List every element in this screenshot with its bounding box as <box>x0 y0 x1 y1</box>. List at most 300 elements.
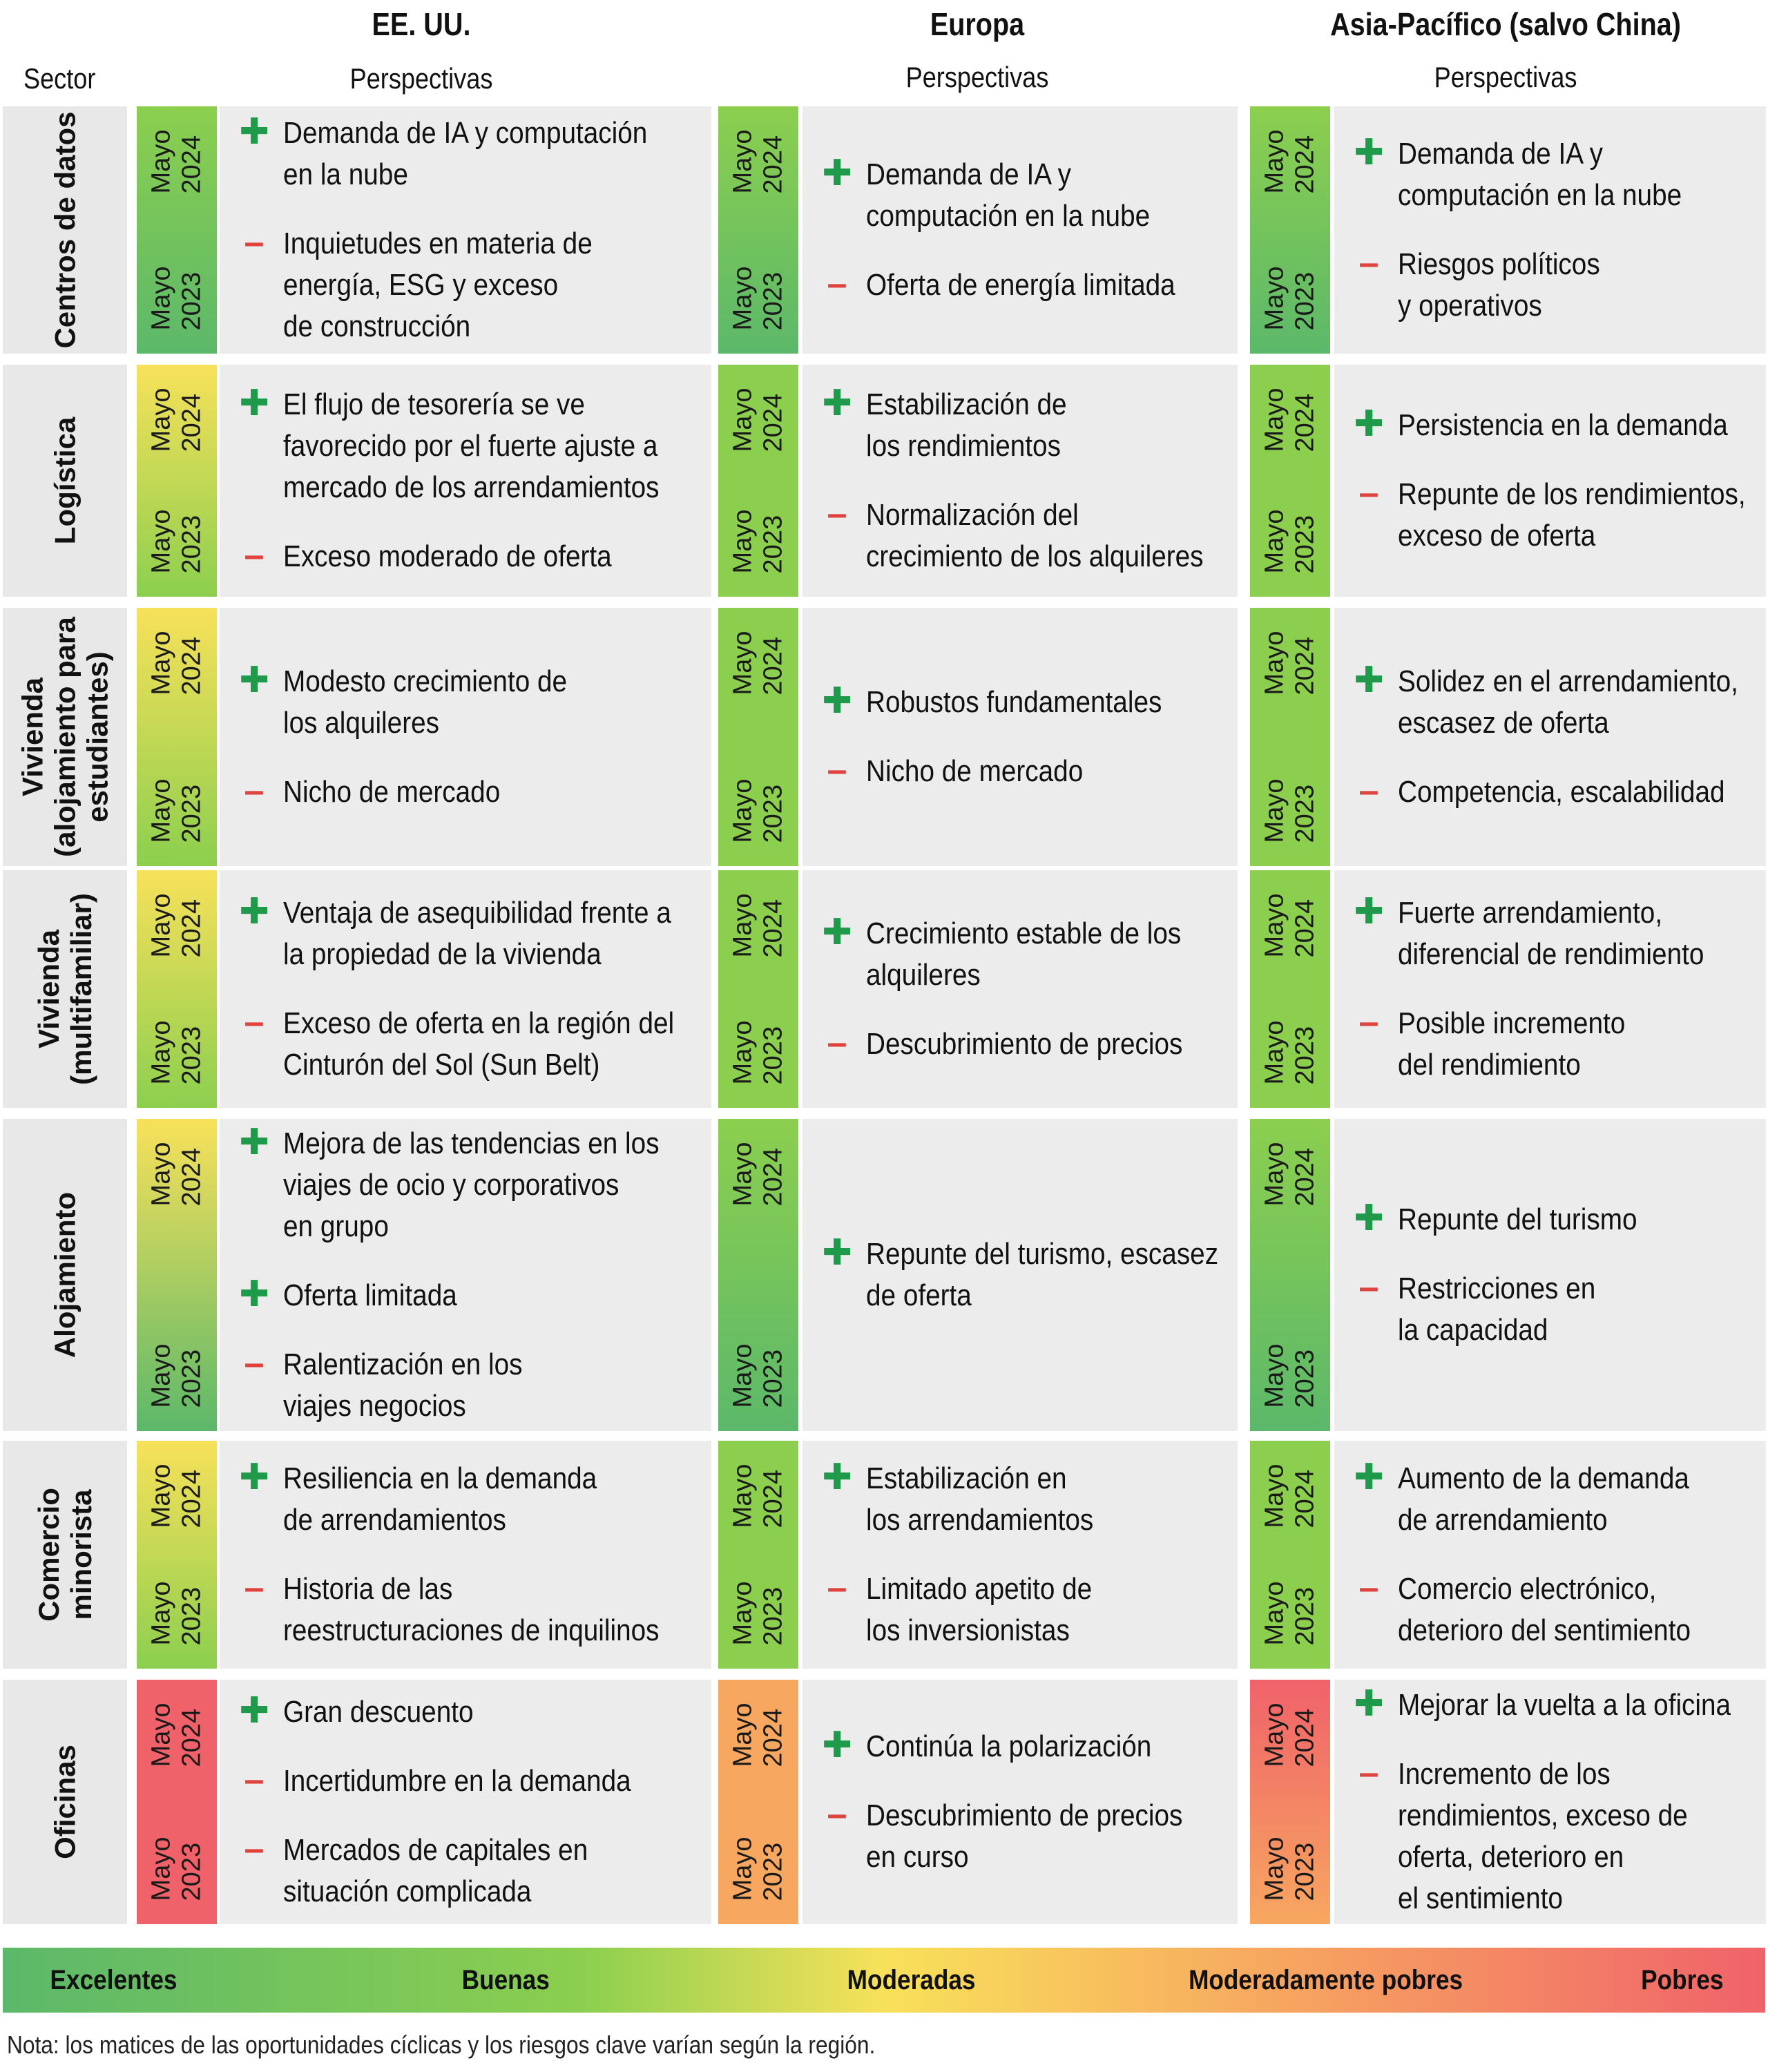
item-text-line: Restricciones en <box>1398 1272 1596 1305</box>
opportunity-item <box>1334 1685 1766 1726</box>
item-text-line: Aumento de la demanda <box>1398 1461 1689 1495</box>
outlook-cell <box>220 1680 711 1924</box>
bar-label-line: Mayo <box>728 1142 758 1207</box>
sector-cell <box>3 608 127 866</box>
bar-year-label-top <box>718 93 798 231</box>
opportunity-item <box>803 1726 1238 1767</box>
bar-label-line: Mayo <box>728 129 758 194</box>
item-text-line: Repunte del turismo, escasez <box>866 1237 1219 1271</box>
minus-icon: – <box>244 1002 265 1042</box>
bar-label-line: Mayo <box>1260 129 1289 194</box>
bar-label-line: Mayo <box>1260 631 1289 696</box>
bar-label-line: 2023 <box>758 271 787 331</box>
opportunity-item <box>803 913 1238 996</box>
minus-icon: – <box>1358 1002 1379 1042</box>
plus-icon: ✚ <box>239 660 269 700</box>
opportunity-item <box>220 384 711 508</box>
item-text-line: deterioro del sentimiento <box>1398 1613 1691 1647</box>
outlook-item-list <box>220 892 711 1086</box>
perspectives-header-apac: Perspectivas <box>1434 61 1577 93</box>
item-text-line: Mejorar la vuelta a la oficina <box>1398 1688 1731 1722</box>
bar-year-label-top <box>718 1105 798 1243</box>
sector-cell <box>3 365 127 597</box>
opportunity-item <box>220 113 711 195</box>
outlook-cell <box>220 1441 711 1669</box>
item-text-line: Nicho de mercado <box>283 775 501 809</box>
item-text <box>283 113 660 195</box>
item-text <box>866 154 1193 237</box>
outlook-item-list <box>803 1458 1238 1651</box>
bar-label-line: 2024 <box>758 1469 787 1528</box>
item-text-line: Ralentización en los <box>283 1347 523 1381</box>
risk-item <box>1334 244 1766 327</box>
region-title-europe: Europa <box>930 6 1025 42</box>
outlook-cell <box>1334 608 1766 866</box>
legend-buenas: Buenas <box>461 1965 550 1995</box>
item-text-line: los alquileres <box>283 706 439 740</box>
outlook-rating-bar <box>718 106 798 354</box>
plus-icon: ✚ <box>822 1725 852 1765</box>
bar-year-label-top <box>137 351 217 489</box>
item-text <box>1398 1685 1731 1726</box>
item-text <box>866 1795 1193 1878</box>
outlook-item-list <box>220 1691 711 1912</box>
minus-icon: – <box>244 1343 265 1383</box>
legend-excelentes: Excelentes <box>50 1965 177 1995</box>
bar-label-line: 2024 <box>758 1708 787 1767</box>
plus-icon: ✚ <box>1354 133 1384 173</box>
bar-year-label-top <box>1250 1666 1330 1804</box>
risk-item <box>1334 1569 1766 1651</box>
outlook-item-list <box>1334 1685 1766 1919</box>
bar-label-line: 2023 <box>177 1349 206 1408</box>
bar-label-line: Mayo <box>146 778 176 843</box>
bar-label-line: 2023 <box>177 1026 206 1085</box>
risk-item <box>220 1569 711 1651</box>
opportunity-item <box>1334 892 1766 975</box>
bar-label-line: Mayo <box>146 509 176 574</box>
outlook-rating-bar <box>137 1119 217 1431</box>
bar-label-line: 2023 <box>1290 1842 1319 1901</box>
item-text <box>1398 892 1722 975</box>
plus-icon: ✚ <box>822 1457 852 1497</box>
item-text-line: alquileres <box>866 958 981 992</box>
outlook-rating-bar <box>718 608 798 866</box>
item-text-line: escasez de oferta <box>1398 706 1609 740</box>
outlook-cell <box>803 1119 1238 1431</box>
item-text-line: Mejora de las tendencias en los <box>283 1126 660 1160</box>
sector-row-vivienda-alojamiento-para-estudiantes <box>0 608 1768 866</box>
bar-label-line: 2023 <box>177 515 206 574</box>
bar-label-line: 2024 <box>177 1469 206 1528</box>
outlook-rating-bar <box>1250 1680 1330 1924</box>
bar-year-label-top <box>1250 351 1330 489</box>
item-text-line: rendimientos, exceso de <box>1398 1798 1688 1832</box>
bar-label-line: 2024 <box>1290 1708 1319 1767</box>
bar-label-line: Mayo <box>1260 509 1289 574</box>
bar-label-line: Mayo <box>1260 1142 1289 1207</box>
minus-icon: – <box>244 771 265 811</box>
bar-year-label-bottom <box>1250 1307 1330 1445</box>
bar-label-line: Mayo <box>728 778 758 843</box>
minus-icon: – <box>244 535 265 575</box>
item-text-line: Nicho de mercado <box>866 754 1084 788</box>
minus-icon: – <box>827 750 847 790</box>
item-text-line: reestructuraciones de inquilinos <box>283 1613 660 1647</box>
item-text <box>283 661 660 744</box>
opportunity-item <box>220 1123 711 1247</box>
sector-label-line: Alojamiento <box>48 1191 81 1359</box>
sector-row-alojamiento <box>0 1119 1768 1431</box>
opportunity-item <box>1334 405 1766 446</box>
item-text-line: computación en la nube <box>1398 178 1682 212</box>
sector-label <box>48 1192 81 1358</box>
opportunity-item <box>220 661 711 744</box>
minus-icon: – <box>827 264 847 304</box>
item-text <box>1398 1569 1722 1651</box>
bar-label-line: Mayo <box>728 266 758 331</box>
bar-label-line: 2023 <box>1290 1026 1319 1085</box>
outlook-cell <box>1334 365 1766 597</box>
bar-year-label-bottom <box>137 1307 217 1445</box>
sector-label-line: minorista <box>65 1489 97 1620</box>
item-text <box>1398 133 1722 216</box>
perspectives-header-us: Perspectivas <box>349 62 493 95</box>
item-text-line: en curso <box>866 1840 969 1874</box>
bar-year-label-top <box>137 1666 217 1804</box>
item-text-line: Gran descuento <box>283 1695 474 1729</box>
outlook-rating-bar <box>137 1441 217 1669</box>
outlook-cell <box>803 1441 1238 1669</box>
bar-label-line: Mayo <box>1260 1020 1289 1085</box>
item-text-line: los arrendamientos <box>866 1503 1094 1537</box>
bar-year-label-bottom <box>718 1800 798 1938</box>
bar-year-label-bottom <box>1250 1544 1330 1682</box>
item-text <box>866 1569 1193 1651</box>
bar-label-line: Mayo <box>146 1020 176 1085</box>
bar-year-label-top <box>1250 594 1330 732</box>
bar-label-line: 2024 <box>1290 1147 1319 1207</box>
item-text <box>866 1234 1219 1316</box>
outlook-rating-bar <box>718 870 798 1108</box>
bar-label-line: 2023 <box>758 784 787 843</box>
rating-legend <box>3 1948 1765 2013</box>
outlook-cell <box>1334 1119 1766 1431</box>
item-text-line: viajes negocios <box>283 1389 466 1423</box>
bar-label-line: Mayo <box>1260 893 1289 958</box>
outlook-item-list <box>803 913 1238 1065</box>
risk-item <box>220 1344 711 1427</box>
region-title-us: EE. UU. <box>372 6 471 42</box>
bar-year-label-top <box>137 93 217 231</box>
bar-label-line: Mayo <box>728 1464 758 1528</box>
outlook-rating-bar <box>1250 1441 1330 1669</box>
outlook-item-list <box>220 661 711 813</box>
bar-label-line: 2023 <box>177 1842 206 1901</box>
bar-label-line: Mayo <box>146 1581 176 1646</box>
outlook-rating-bar <box>718 1119 798 1431</box>
bar-label-line: Mayo <box>146 387 176 452</box>
opportunity-item <box>220 1275 711 1316</box>
item-text-line: Incertidumbre en la demanda <box>283 1764 631 1798</box>
bar-label-line: Mayo <box>146 1702 176 1767</box>
item-text <box>283 1691 660 1733</box>
minus-icon: – <box>827 1794 847 1834</box>
item-text-line: en la nube <box>283 157 408 191</box>
bar-year-label-top <box>718 594 798 732</box>
bar-year-label-bottom <box>137 472 217 611</box>
item-text-line: Descubrimiento de precios <box>866 1798 1183 1832</box>
bar-label-line: Mayo <box>1260 1702 1289 1767</box>
item-text <box>866 913 1193 996</box>
bar-year-label-top <box>718 856 798 995</box>
item-text-line: la capacidad <box>1398 1313 1548 1347</box>
bar-year-label-bottom <box>718 472 798 611</box>
bar-label-line: Mayo <box>728 1702 758 1767</box>
minus-icon: – <box>1358 243 1379 283</box>
risk-item <box>220 1003 711 1086</box>
outlook-rating-bar <box>137 870 217 1108</box>
item-text-line: energía, ESG y exceso <box>283 268 559 302</box>
plus-icon: ✚ <box>1354 404 1384 444</box>
plus-icon: ✚ <box>1354 1198 1384 1238</box>
risk-item <box>1334 1268 1766 1351</box>
sector-cell <box>3 1119 127 1431</box>
item-text-line: oferta, deterioro en <box>1398 1840 1624 1874</box>
outlook-cell <box>803 870 1238 1108</box>
outlook-cell <box>803 608 1238 866</box>
legend-moderadas: Moderadas <box>847 1965 976 1995</box>
item-text-line: el sentimiento <box>1398 1881 1563 1915</box>
sector-cell <box>3 1441 127 1669</box>
outlook-item-list <box>220 1123 711 1427</box>
item-text-line: la propiedad de la vivienda <box>283 937 602 971</box>
opportunity-item <box>803 682 1238 723</box>
item-text <box>866 682 1193 723</box>
bar-year-label-bottom <box>137 984 217 1122</box>
outlook-item-list <box>220 1458 711 1651</box>
risk-item <box>803 751 1238 792</box>
bar-label-line: Mayo <box>728 509 758 574</box>
sector-label-line: Oficinas <box>48 1745 81 1859</box>
outlook-rating-bar <box>718 1680 798 1924</box>
bar-year-label-top <box>1250 1105 1330 1243</box>
risk-item <box>803 495 1238 577</box>
bar-year-label-top <box>1250 93 1330 231</box>
opportunity-item <box>803 154 1238 237</box>
item-text <box>1398 1754 1722 1919</box>
item-text <box>1398 661 1738 744</box>
item-text <box>1398 1458 1722 1541</box>
bar-year-label-bottom <box>1250 472 1330 611</box>
bar-label-line: Mayo <box>146 893 176 958</box>
bar-year-label-bottom <box>718 229 798 367</box>
item-text-line: exceso de oferta <box>1398 519 1596 553</box>
item-text-line: Exceso moderado de oferta <box>283 539 612 573</box>
item-text-line: Robustos fundamentales <box>866 685 1162 719</box>
sector-column-header: Sector <box>23 62 96 95</box>
item-text-line: Estabilización de <box>866 387 1067 421</box>
bar-label-line: 2024 <box>1290 899 1319 958</box>
item-text-line: diferencial de rendimiento <box>1398 937 1704 971</box>
opportunity-item <box>803 384 1238 467</box>
item-text-line: Resiliencia en la demanda <box>283 1461 597 1495</box>
item-text <box>1398 1199 1722 1240</box>
plus-icon: ✚ <box>239 1122 269 1162</box>
risk-item <box>1334 474 1766 557</box>
item-text-line: Descubrimiento de precios <box>866 1027 1183 1061</box>
sector-row-centros-de-datos <box>0 106 1768 354</box>
minus-icon: – <box>1358 1753 1379 1793</box>
item-text <box>1398 771 1725 813</box>
outlook-item-list <box>803 682 1238 792</box>
plus-icon: ✚ <box>822 1233 852 1273</box>
plus-icon: ✚ <box>822 681 852 721</box>
bar-label-line: 2024 <box>177 899 206 958</box>
bar-label-line: Mayo <box>728 1343 758 1408</box>
minus-icon: – <box>827 494 847 534</box>
item-text <box>866 265 1193 306</box>
item-text-line: El flujo de tesorería se ve <box>283 387 585 421</box>
outlook-item-list <box>1334 1199 1766 1351</box>
risk-item <box>220 1830 711 1912</box>
risk-item <box>803 1024 1238 1065</box>
outlook-cell <box>803 106 1238 354</box>
outlook-item-list <box>1334 405 1766 557</box>
item-text-line: Continúa la polarización <box>866 1729 1152 1763</box>
item-text-line: Incremento de los <box>1398 1757 1611 1791</box>
minus-icon: – <box>1358 1267 1379 1307</box>
outlook-rating-bar <box>137 1680 217 1924</box>
bar-year-label-bottom <box>137 1800 217 1938</box>
outlook-item-list <box>803 154 1238 306</box>
bar-label-line: 2023 <box>177 1586 206 1646</box>
opportunity-item <box>1334 1458 1766 1541</box>
item-text-line: Exceso de oferta en la región del <box>283 1006 675 1040</box>
sector-label <box>48 111 81 348</box>
sector-cell <box>3 106 127 354</box>
item-text <box>283 771 660 813</box>
plus-icon: ✚ <box>822 383 852 423</box>
bar-year-label-top <box>137 1105 217 1243</box>
bar-label-line: 2024 <box>1290 636 1319 696</box>
bar-year-label-top <box>137 594 217 732</box>
item-text-line: de oferta <box>866 1278 972 1312</box>
item-text-line: Oferta limitada <box>283 1278 457 1312</box>
minus-icon: – <box>827 1023 847 1063</box>
legend-moderadamente-pobres: Moderadamente pobres <box>1189 1965 1463 1995</box>
bar-year-label-bottom <box>718 984 798 1122</box>
outlook-cell <box>220 365 711 597</box>
outlook-cell <box>220 608 711 866</box>
sector-row-oficinas <box>0 1680 1768 1924</box>
risk-item <box>1334 1754 1766 1919</box>
item-text-line: Solidez en el arrendamiento, <box>1398 664 1738 698</box>
bar-label-line: 2023 <box>1290 784 1319 843</box>
bar-year-label-bottom <box>1250 229 1330 367</box>
sector-label <box>48 417 81 544</box>
item-text <box>866 1458 1193 1541</box>
item-text-line: Posible incremento <box>1398 1006 1626 1040</box>
item-text <box>866 1024 1193 1065</box>
item-text <box>283 1123 660 1247</box>
outlook-rating-bar <box>1250 608 1330 866</box>
item-text-line: Inquietudes en materia de <box>283 227 593 260</box>
bar-label-line: 2024 <box>758 135 787 194</box>
opportunity-item <box>1334 1199 1766 1240</box>
bar-label-line: Mayo <box>728 893 758 958</box>
outlook-item-list <box>803 1234 1238 1316</box>
item-text-line: de arrendamientos <box>283 1503 506 1537</box>
item-text-line: mercado de los arrendamientos <box>283 470 660 504</box>
legend-pobres: Pobres <box>1641 1965 1724 1995</box>
item-text-line: Mercados de capitales en <box>283 1833 588 1867</box>
sector-label-line: Vivienda <box>32 930 65 1048</box>
plus-icon: ✚ <box>822 912 852 952</box>
outlook-rating-bar <box>137 608 217 866</box>
sector-label <box>16 617 113 857</box>
minus-icon: – <box>1358 473 1379 513</box>
outlook-cell <box>803 1680 1238 1924</box>
item-text <box>283 1761 660 1802</box>
plus-icon: ✚ <box>822 153 852 193</box>
minus-icon: – <box>1358 1568 1379 1608</box>
sector-cell <box>3 870 127 1108</box>
item-text-line: Cinturón del Sol (Sun Belt) <box>283 1048 600 1082</box>
outlook-cell <box>803 365 1238 597</box>
bar-label-line: Mayo <box>1260 266 1289 331</box>
item-text-line: Repunte del turismo <box>1398 1202 1637 1236</box>
plus-icon: ✚ <box>239 1691 269 1731</box>
opportunity-item <box>1334 661 1766 744</box>
item-text-line: y operativos <box>1398 289 1542 323</box>
risk-item <box>220 223 711 347</box>
bar-label-line: Mayo <box>728 1020 758 1085</box>
opportunity-item <box>1334 133 1766 216</box>
item-text <box>866 1726 1193 1767</box>
outlook-item-list <box>220 113 711 347</box>
item-text-line: viajes de ocio y corporativos <box>283 1168 619 1202</box>
bar-label-line: 2023 <box>177 784 206 843</box>
outlook-item-list <box>803 1726 1238 1878</box>
bar-label-line: Mayo <box>1260 778 1289 843</box>
bar-year-label-bottom <box>718 1544 798 1682</box>
item-text-line: en grupo <box>283 1209 389 1243</box>
bar-year-label-bottom <box>1250 1800 1330 1938</box>
bar-label-line: 2024 <box>758 636 787 696</box>
item-text <box>866 751 1193 792</box>
item-text-line: Ventaja de asequibilidad frente a <box>283 896 671 930</box>
minus-icon: – <box>244 1829 265 1869</box>
sector-label-line: Comercio <box>32 1488 65 1622</box>
item-text <box>1398 474 1746 557</box>
footnote: Nota: los matices de las oportunidades cíclicas y los riesgos clave varían según la región. <box>7 2031 876 2059</box>
risk-item <box>1334 771 1766 813</box>
sector-label <box>32 1488 97 1622</box>
item-text <box>1398 244 1722 327</box>
bar-label-line: 2024 <box>177 135 206 194</box>
bar-label-line: Mayo <box>146 631 176 696</box>
plus-icon: ✚ <box>1354 892 1384 932</box>
bar-label-line: 2023 <box>177 271 206 331</box>
plus-icon: ✚ <box>239 112 269 152</box>
bar-label-line: 2024 <box>758 1147 787 1207</box>
minus-icon: – <box>1358 771 1379 811</box>
opportunity-item <box>803 1458 1238 1541</box>
sector-label-line: (alojamiento para <box>48 617 81 857</box>
item-text-line: los inversionistas <box>866 1613 1070 1647</box>
outlook-cell <box>220 870 711 1108</box>
